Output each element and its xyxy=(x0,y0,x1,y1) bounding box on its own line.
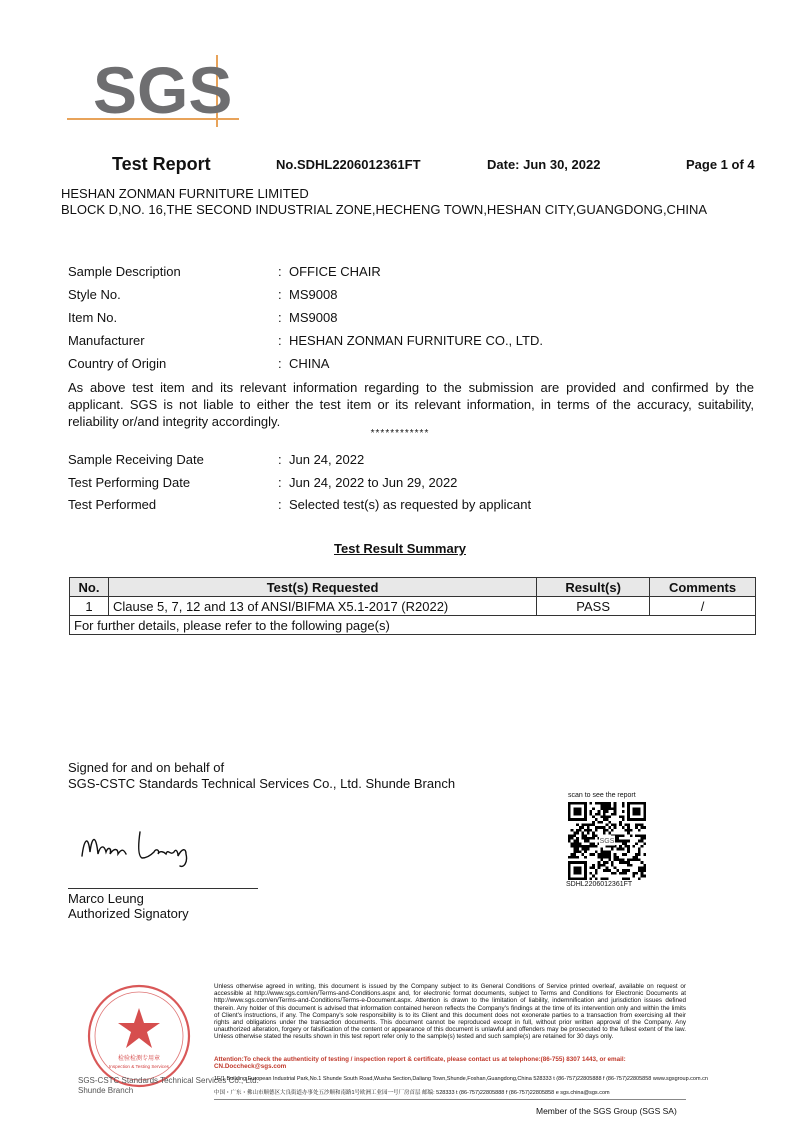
info-label: Sample Description xyxy=(68,264,181,279)
svg-text:Inspection & Testing Services: Inspection & Testing Services xyxy=(109,1064,169,1069)
info-colon: : xyxy=(278,287,282,302)
stamp-branch-line: Shunde Branch xyxy=(78,1086,134,1095)
qr-sgs-mark: SGS xyxy=(599,838,615,846)
signed-for-line: Signed for and on behalf of xyxy=(68,760,225,775)
column-header: Test(s) Requested xyxy=(108,578,536,597)
column-header: Result(s) xyxy=(537,578,650,597)
column-header: No. xyxy=(70,578,109,597)
info-label: Manufacturer xyxy=(68,333,145,348)
cell-test: Clause 5, 7, 12 and 13 of ANSI/BIFMA X5.1-2017 (R2022) xyxy=(108,597,536,616)
applicant-name: HESHAN ZONMAN FURNITURE LIMITED xyxy=(61,186,309,201)
disclaimer-statement: As above test item and its relevant information regarding to the submission are provided and confirmed by the applicant. SGS is not liable to either the test item or its relevant information, in terms of the accuracy, suitability, reliability or/and integrity accordingly. xyxy=(68,380,754,429)
report-number: No.SDHL2206012361FT xyxy=(276,157,421,172)
table-footnote-row xyxy=(70,616,756,635)
signed-company: SGS-CSTC Standards Technical Services Co., Ltd. Shunde Branch xyxy=(68,776,456,791)
report-title: Test Report xyxy=(112,154,211,174)
table-footnote: For further details, please refer to the following page(s) xyxy=(70,616,756,635)
qr-caption: scan to see the report xyxy=(568,792,636,799)
table-header-row xyxy=(70,578,756,597)
sgs-logo xyxy=(67,55,239,127)
cell-no: 1 xyxy=(70,597,109,616)
legal-disclaimer: Unless otherwise agreed in writing, this document is issued by the Company subject to its General Conditions of Service printed overleaf, available on request or accessible at http://www.sgs.com/en/Terms-and-Conditions.aspx and, for electronic format documents, subject to Terms and Conditions for Electronic Documents at http://www.sgs.com/en/Terms-and-Conditions/Terms-e-Document.aspx. Attention is drawn to the limitation of liability, indemnification and jurisdiction issues defined therein. Any holder of this document is advised that information contained hereon reflects the Company's findings at the time of its intervention only and within the limits of Client's instructions, if any. The Company's sole responsibility is to its Client and this document does not exonerate parties to a transaction from exercising all their rights and obligations under the transaction documents. This document cannot be reproduced except in full, without prior written approval of the Company. Any unauthorized alteration, forgery or falsification of the content or appearance of this document is unlawful and offenders may be prosecuted to the fullest extent of the law. Unless otherwise stated the results shown in this test report refer only to the sample(s) tested and such sample(s) are retained for 30 days only. xyxy=(214,983,686,1041)
info-value: HESHAN ZONMAN FURNITURE CO., LTD. xyxy=(289,333,543,348)
address-english: 1F/1 Building,European Industrial Park,No.1 Shunde South Road,Wusha Section,Daliang Town,Shunde,Foshan,Guangdong,China 528333 t (86-757)22805888 f (86-757)22805858 www.sgsgroup.com.cn xyxy=(214,1076,708,1082)
info-label: Test Performing Date xyxy=(68,475,191,490)
signatory-title: Authorized Signatory xyxy=(68,906,189,921)
info-label: Style No. xyxy=(68,287,121,302)
signature-line xyxy=(68,888,258,889)
stamp-company-line: SGS-CSTC Standards Technical Services Co., Ltd. xyxy=(78,1076,259,1085)
info-value: CHINA xyxy=(289,356,330,371)
info-colon: : xyxy=(278,264,282,279)
info-label: Item No. xyxy=(68,310,118,325)
signatory-name: Marco Leung xyxy=(68,891,144,906)
info-colon: : xyxy=(278,356,282,371)
info-label: Country of Origin xyxy=(68,356,167,371)
table-row xyxy=(70,597,756,616)
summary-title: Test Result Summary xyxy=(334,541,466,556)
qr-code-icon[interactable] xyxy=(568,802,646,880)
cell-result: PASS xyxy=(537,597,650,616)
info-value: OFFICE CHAIR xyxy=(289,264,381,279)
info-colon: : xyxy=(278,452,282,467)
separator-stars: ************ xyxy=(370,428,430,439)
footer-rule xyxy=(214,1099,686,1100)
info-label: Test Performed xyxy=(68,497,157,512)
report-date: Date: Jun 30, 2022 xyxy=(487,157,601,172)
info-colon: : xyxy=(278,333,282,348)
sgs-member-note: Member of the SGS Group (SGS SA) xyxy=(536,1106,677,1116)
info-colon: : xyxy=(278,475,282,490)
svg-text:检验检测专用章: 检验检测专用章 xyxy=(117,1055,161,1062)
info-value: Jun 24, 2022 xyxy=(289,452,365,467)
address-chinese: 中国・广东・佛山市顺德区大良街道办事处五沙顺和南路1号欧洲工业园一号厂房首层 邮编: 528333 t (86-757)22805888 f (86-757)22805858 e sgs.china@sgs.com xyxy=(214,1090,610,1096)
applicant-address: BLOCK D,NO. 16,THE SECOND INDUSTRIAL ZONE,HECHENG TOWN,HESHAN CITY,GUANGDONG,CHINA xyxy=(61,202,708,217)
info-value: Selected test(s) as requested by applicant xyxy=(289,497,532,512)
info-label: Sample Receiving Date xyxy=(68,452,204,467)
page-indicator: Page 1 of 4 xyxy=(686,157,755,172)
handwritten-signature xyxy=(78,822,208,870)
cell-comments: / xyxy=(650,597,756,616)
qr-report-id: SDHL2206012361FT xyxy=(566,881,633,888)
info-value: Jun 24, 2022 to Jun 29, 2022 xyxy=(289,475,458,490)
column-header: Comments xyxy=(650,578,756,597)
sgs-logo-text: SGS xyxy=(93,55,233,127)
info-colon: : xyxy=(278,310,282,325)
result-table xyxy=(69,577,756,635)
info-value: MS9008 xyxy=(289,287,338,302)
info-colon: : xyxy=(278,497,282,512)
info-value: MS9008 xyxy=(289,310,338,325)
authenticity-notice: Attention:To check the authenticity of testing / inspection report & certificate, please contact us at telephone:(86-755) 8307 1443, or email: CN.Doccheck@sgs.com xyxy=(214,1056,626,1071)
